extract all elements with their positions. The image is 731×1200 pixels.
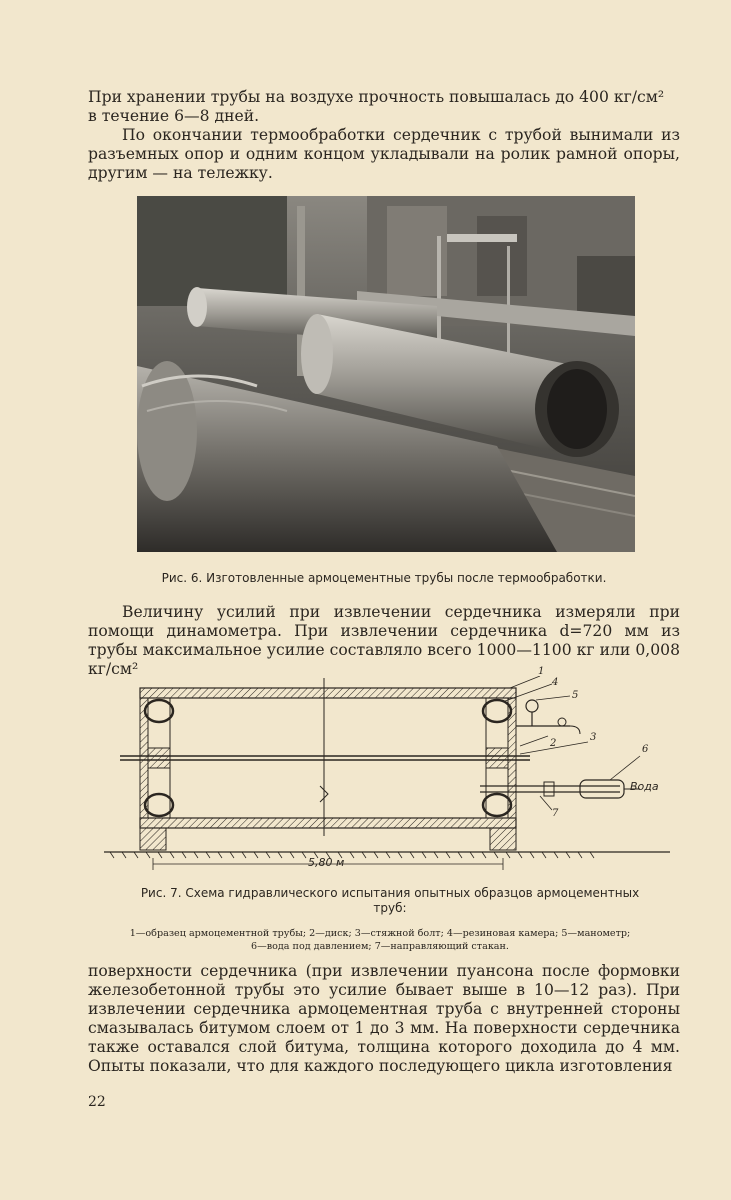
callout-2: 2 bbox=[550, 738, 557, 749]
paragraph-1 bbox=[88, 88, 680, 126]
figure-7-legend-line-2: 6—вода под давлением; 7—направляющий стакан. bbox=[251, 941, 509, 952]
paragraph-3-text: Величину усилий при извлечении сердечника измеряли при помощи динамометра. При извлечении сердечника d=720 мм из трубы максимальное усилие составляло всего 1000—1100 кг или 0,008 кг/см² bbox=[88, 603, 680, 678]
pipes-photo bbox=[137, 196, 635, 552]
figure-7-legend bbox=[110, 927, 650, 953]
paragraph-1-line-2: в течение 6—8 дней. bbox=[88, 107, 260, 125]
figure-7-caption bbox=[100, 886, 680, 916]
callout-4: 4 bbox=[552, 677, 559, 688]
page-number: 22 bbox=[88, 1094, 106, 1110]
paragraph-2 bbox=[88, 126, 680, 183]
callout-5: 5 bbox=[572, 690, 579, 701]
hydraulic-test-drawing bbox=[100, 676, 680, 876]
figure-6-caption: Рис. 6. Изготовленные армоцементные трубы после термообработки. bbox=[161, 571, 607, 585]
paragraph-3 bbox=[88, 603, 680, 679]
water-label: Вода bbox=[630, 780, 659, 793]
figure-7-caption-line-2: труб: bbox=[373, 901, 407, 915]
callout-6: 6 bbox=[642, 744, 649, 755]
paragraph-2-text: По окончании термообработки сердечник с трубой вынимали из разъемных опор и одним концом укладывали на ролик рамной опоры, другим — на тележку. bbox=[88, 126, 680, 182]
callout-1: 1 bbox=[538, 666, 545, 677]
hydraulic-test-diagram bbox=[100, 666, 680, 876]
pipes-photo-drawing bbox=[137, 196, 635, 552]
callout-7: 7 bbox=[552, 808, 559, 819]
figure-7-caption-line-1: Рис. 7. Схема гидравлического испытания опытных образцов армоцементных bbox=[140, 886, 640, 900]
callout-3: 3 bbox=[590, 732, 597, 743]
paragraph-1-line-1: При хранении трубы на воздухе прочность повышалась до 400 кг/см² bbox=[88, 88, 665, 106]
dimension-label: 5,80 м bbox=[308, 856, 345, 869]
paragraph-4 bbox=[88, 962, 680, 1076]
figure-7-legend-line-1: 1—образец армоцементной трубы; 2—диск; 3—стяжной болт; 4—резиновая камера; 5—манометр; bbox=[129, 928, 631, 939]
paragraph-4-text: поверхности сердечника (при извлечении пуансона после формовки железобетонной трубы это усилие бывает выше в 10—12 раз). При извлечении сердечника армоцементная труба с внутренней стороны смазывалась битумом слоем от 1 до 3 мм. На поверхности сердечника также оставался слой битума, толщина которого доходила до 4 мм. Опыты показали, что для каждого последующего цикла изготовления bbox=[88, 962, 680, 1075]
